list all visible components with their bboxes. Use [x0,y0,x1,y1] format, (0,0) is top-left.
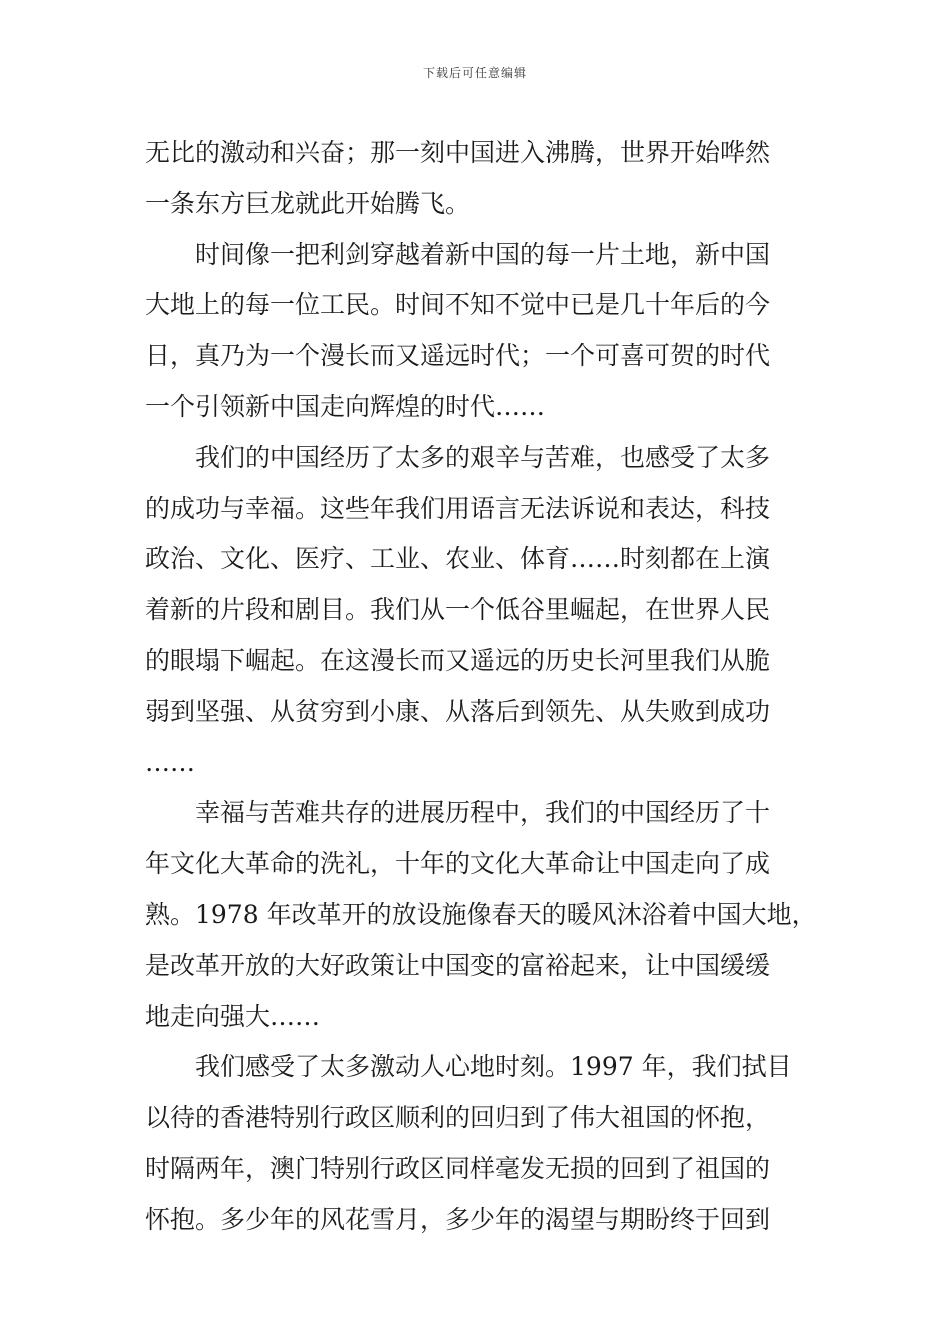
text-line: 一条东方巨龙就此开始腾飞。 [145,188,471,218]
text-line: 大地上的每一位工民。时间不知不觉中已是几十年后的今 [145,290,771,320]
text-line: 地走向强大…… [145,1001,321,1031]
text-line: 是改革开放的大好政策让中国变的富裕起来，让中国缓缓 [145,950,771,980]
page-header: 下载后可任意编辑 [422,66,527,80]
text-line: 时间像一把利剑穿越着新中国的每一片土地，新中国 [195,239,771,269]
body-text [145,128,817,1246]
text-line: …… [145,747,195,777]
text-line: 的眼塌下崛起。在这漫长而又遥远的历史长河里我们从脆 [145,645,771,675]
text-line: 着新的片段和剧目。我们从一个低谷里崛起，在世界人民 [145,595,771,625]
text-line: 弱到坚强、从贫穷到小康、从落后到领先、从失败到成功 [145,696,771,726]
text-line: 一个引领新中国走向辉煌的时代…… [145,391,546,421]
text-line: 以待的香港特别行政区顺利的回归到了伟大祖国的怀抱， [145,1103,771,1133]
text-line: 无比的激动和兴奋；那一刻中国进入沸腾，世界开始哗然 [145,138,771,167]
text-line: 政治、文化、医疗、工业、农业、体育……时刻都在上演 [145,544,771,574]
text-line: 时隔两年，澳门特别行政区同样毫发无损的回到了祖国的 [145,1153,771,1183]
text-line: 日，真乃为一个漫长而又遥远时代；一个可喜可贺的时代 [145,341,771,371]
text-line: 怀抱。多少年的风花雪月，多少年的渴望与期盼终于回到 [145,1204,771,1234]
text-line: 熟。1978 年改革开的放设施像春天的暖风沐浴着中国大地， [145,899,817,929]
text-line: 的成功与幸福。这些年我们用语言无法诉说和表达，科技 [145,493,771,523]
text-line: 我们的中国经历了太多的艰辛与苦难，也感受了太多 [195,442,771,472]
text-line: 幸福与苦难共存的进展历程中，我们的中国经历了十 [195,798,771,828]
text-line: 年文化大革命的洗礼，十年的文化大革命让中国走向了成 [145,849,771,879]
text-line: 我们感受了太多激动人心地时刻。1997 年，我们拭目 [195,1052,792,1082]
